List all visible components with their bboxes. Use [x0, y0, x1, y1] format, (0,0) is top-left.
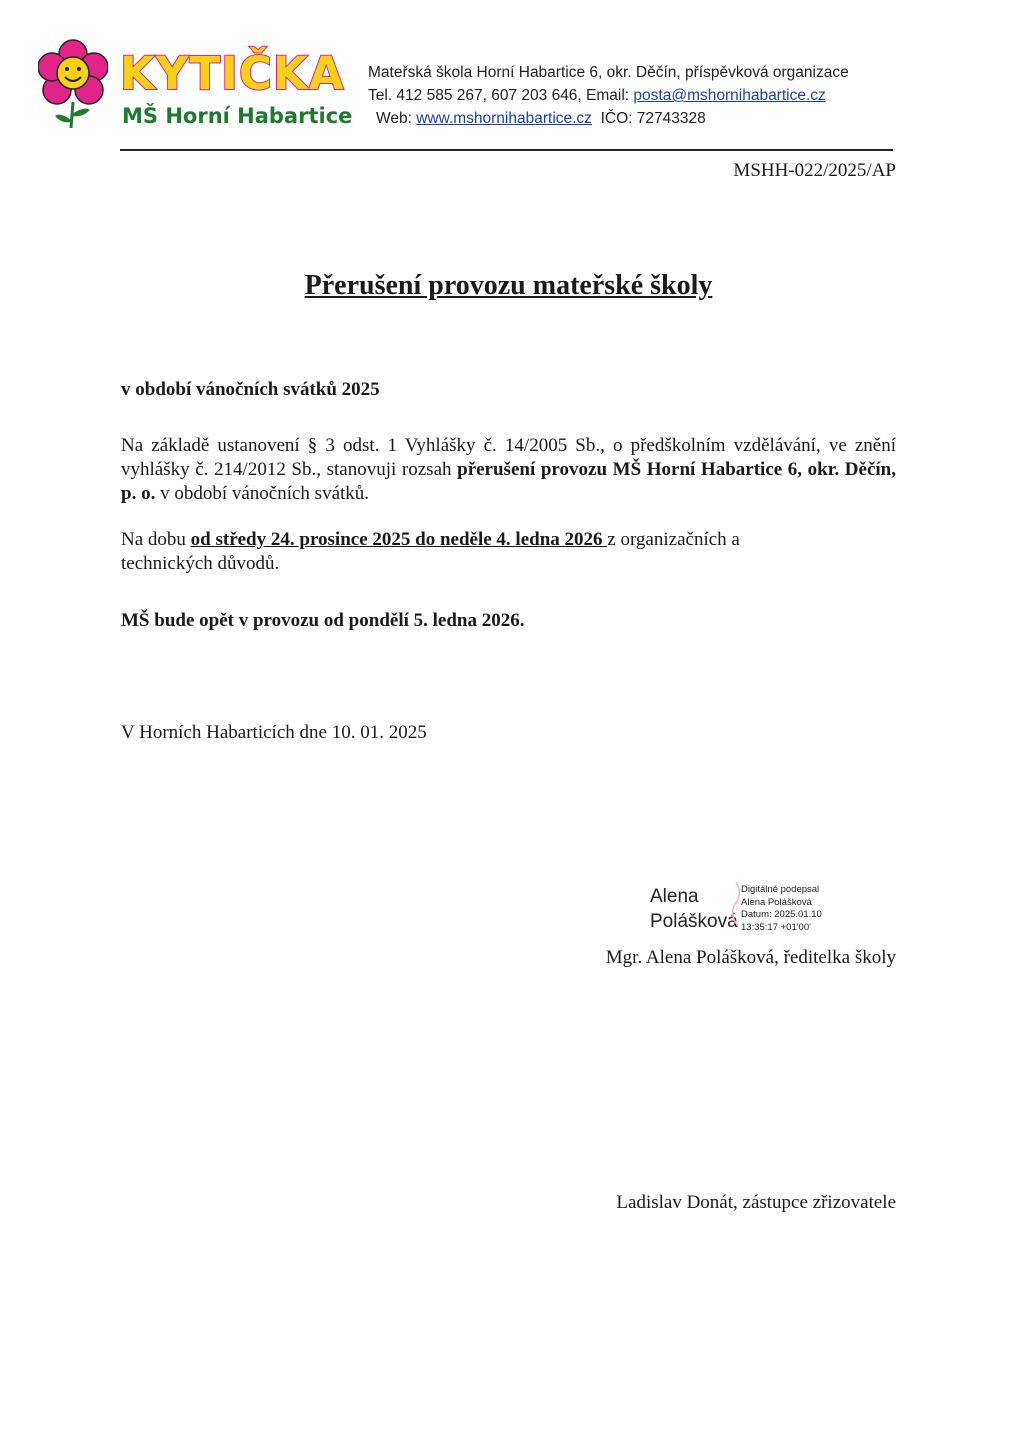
paragraph-bold-text: přerušení provozu MŠ Horní Habartice 6, okr. Děčín, p. o. [121, 459, 896, 504]
signature-first-name: Alena [650, 886, 699, 907]
signature-last-name: Polášková [650, 911, 738, 932]
digital-signature-info [741, 884, 822, 934]
flower-logo-icon [38, 38, 108, 130]
signatory-title: Mgr. Alena Polášková, ředitelka školy [605, 947, 896, 968]
brand-name: KYTIČKA [120, 47, 345, 100]
document-subtitle: v období vánočních svátků 2025 [121, 379, 380, 400]
reopening-notice: MŠ bude opět v provozu od pondělí 5. ledna 2026. [121, 610, 525, 631]
signature-info-line: 13:35:17 +01'00' [741, 921, 811, 933]
contact-line [368, 86, 826, 106]
founder-deputy: Ladislav Donát, zástupce zřizovatele [616, 1192, 896, 1213]
brand-subtitle: MŠ Horní Habartice [122, 104, 353, 128]
web-link[interactable]: www.mshornihabartice.cz [416, 110, 592, 127]
place-date: V Horních Habarticích dne 10. 01. 2025 [121, 722, 427, 743]
phone-text: Tel. 412 585 267, 607 203 646, Email: [368, 87, 634, 104]
document-title: Přerušení provozu mateřské školy [304, 270, 713, 301]
email-link[interactable]: posta@mshornihabartice.cz [633, 87, 826, 104]
digital-signature-name [650, 884, 738, 934]
paragraph-text: z organizačních a technických důvodů. [121, 529, 740, 574]
paragraph-text: v období vánočních svátků. [155, 483, 370, 504]
signature-info-line: Datum: 2025.01.10 [741, 909, 822, 920]
signature-info-line: Alena Polášková [741, 896, 812, 908]
web-line [376, 109, 706, 129]
header-divider [120, 149, 893, 151]
web-label: Web: [376, 110, 417, 127]
paragraph-legal-basis [121, 434, 896, 506]
signature-info-line: Digitálně podepsal [741, 884, 820, 895]
ico-text: IČO: 72743328 [600, 110, 706, 127]
paragraph-period [121, 528, 821, 576]
closure-period: od středy 24. prosince 2025 do neděle 4. ledna 2026 [190, 529, 608, 550]
organization-line: Mateřská škola Horní Habartice 6, okr. Děčín, příspěvková organizace [368, 64, 849, 81]
paragraph-text: Na dobu [121, 529, 191, 550]
paragraph-text: Na základě ustanovení § 3 odst. 1 Vyhlášky č. 14/2005 Sb., o předškolním vzdělávání, ve znění vyhlášky č. 214/2012 Sb., stanovuji rozsah [121, 435, 896, 480]
reference-number: MSHH-022/2025/AP [733, 160, 896, 181]
